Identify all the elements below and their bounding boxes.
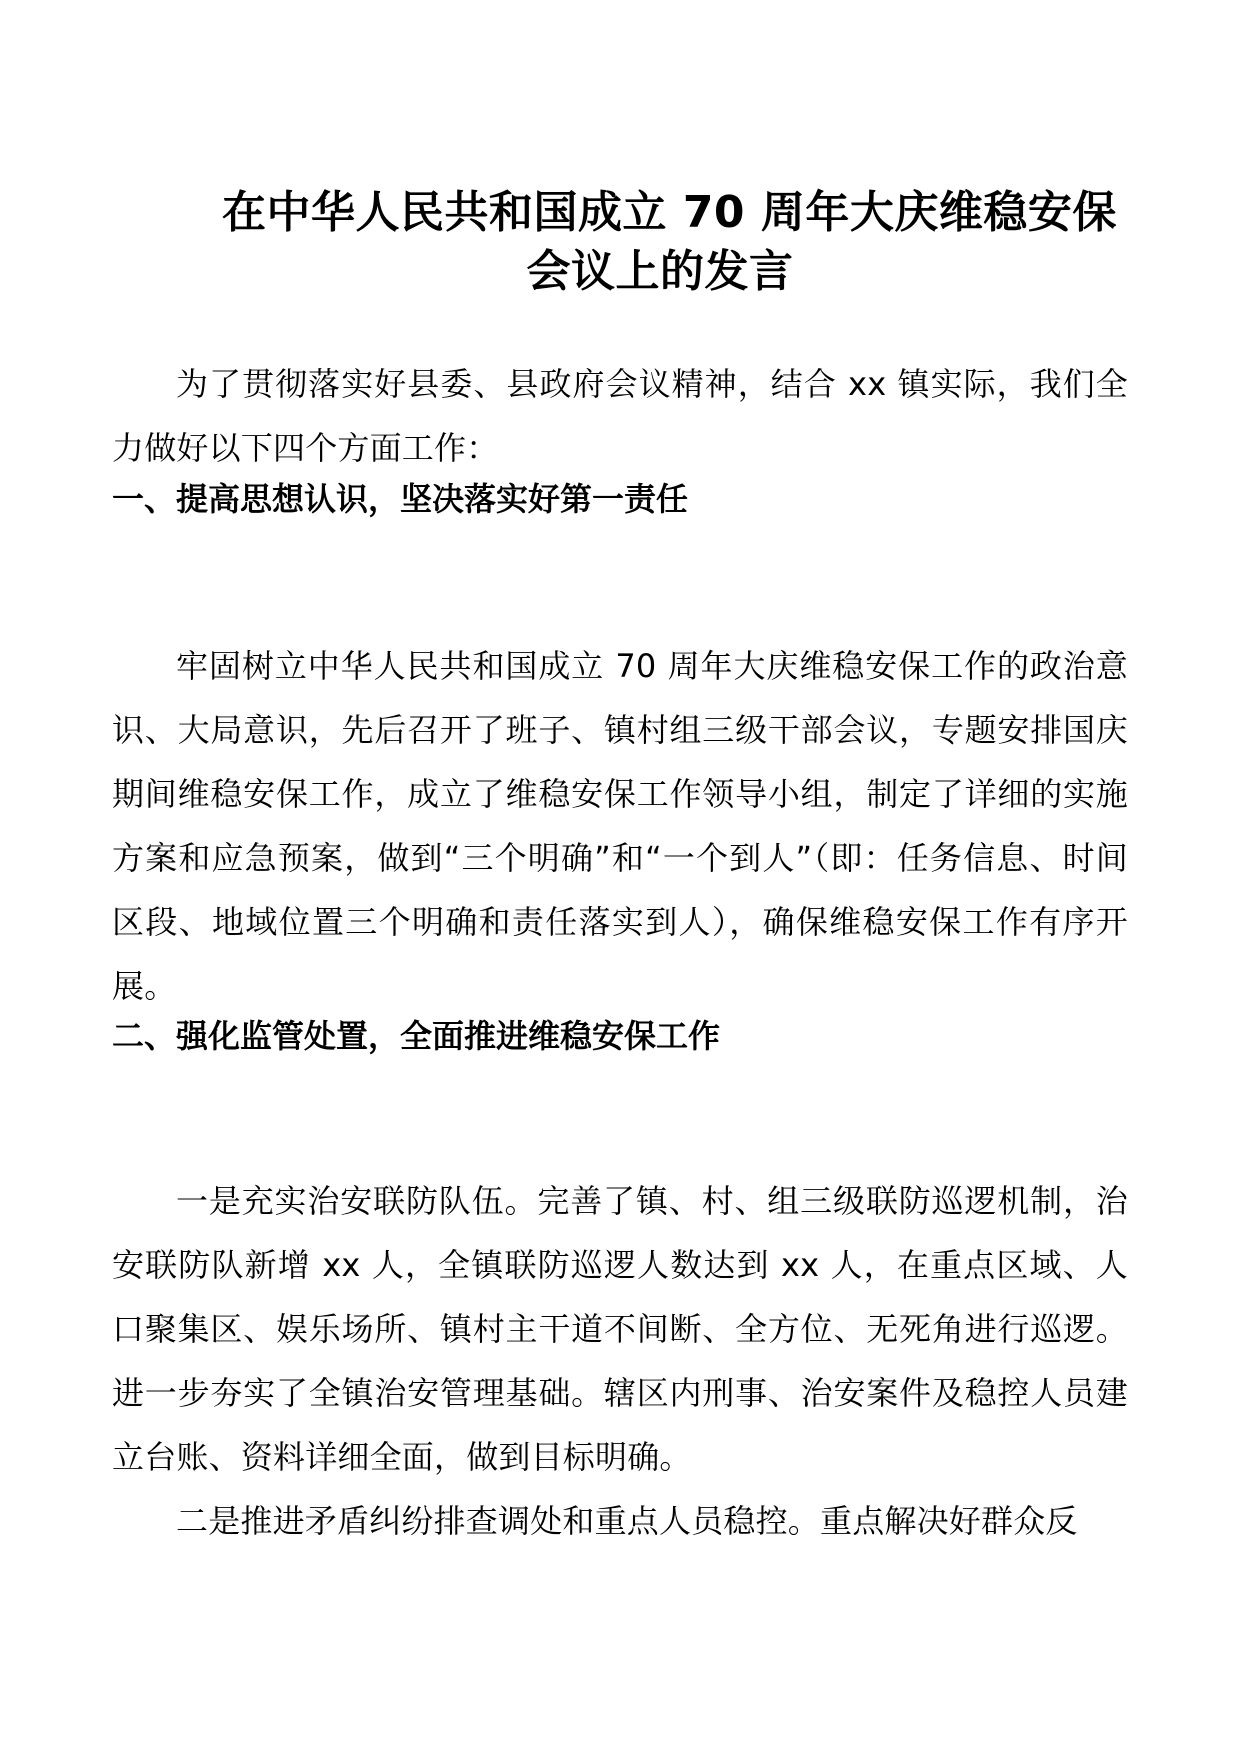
section-2-body-2: 二是推进矛盾纠纷排查调处和重点人员稳控。重点解决好群众反 xyxy=(176,1502,1078,1540)
section-2-body-1: 一是充实治安联防队伍。完善了镇、村、组三级联防巡逻机制，治安联防队新增 xx 人，全镇联防巡逻人数达到 xx 人，在重点区域、人口聚集区、娱乐场所、镇村主干道不间断、全方位、无死角进行巡逻。进一步夯实了全镇治安管理基础。辖区内刑事、治安案件及稳控人员建立台账、资料详细全面，做到目标明确。 xyxy=(112,1182,1128,1476)
section-2-heading: 二、强化监管处置，全面推进维稳安保工作 xyxy=(112,1017,721,1055)
document-title xyxy=(180,188,1140,297)
section-1-heading: 一、提高思想认识，坚决落实好第一责任 xyxy=(112,480,689,518)
title-line-2: 会议上的发言 xyxy=(526,246,794,297)
title-line-1: 在中华人民共和国成立 70 周年大庆维稳安保 xyxy=(222,187,1117,238)
section-1-body: 牢固树立中华人民共和国成立 70 周年大庆维稳安保工作的政治意识、大局意识，先后召开了班子、镇村组三级干部会议，专题安排国庆期间维稳安保工作，成立了维稳安保工作领导小组，制定了详细的实施方案和应急预案，做到“三个明确”和“一个到人”（即：任务信息、时间区段、地域位置三个明确和责任落实到人），确保维稳安保工作有序开展。 xyxy=(112,647,1128,1005)
intro-paragraph: 为了贯彻落实好县委、县政府会议精神，结合 xx 镇实际，我们全力做好以下四个方面工作： xyxy=(112,365,1128,467)
